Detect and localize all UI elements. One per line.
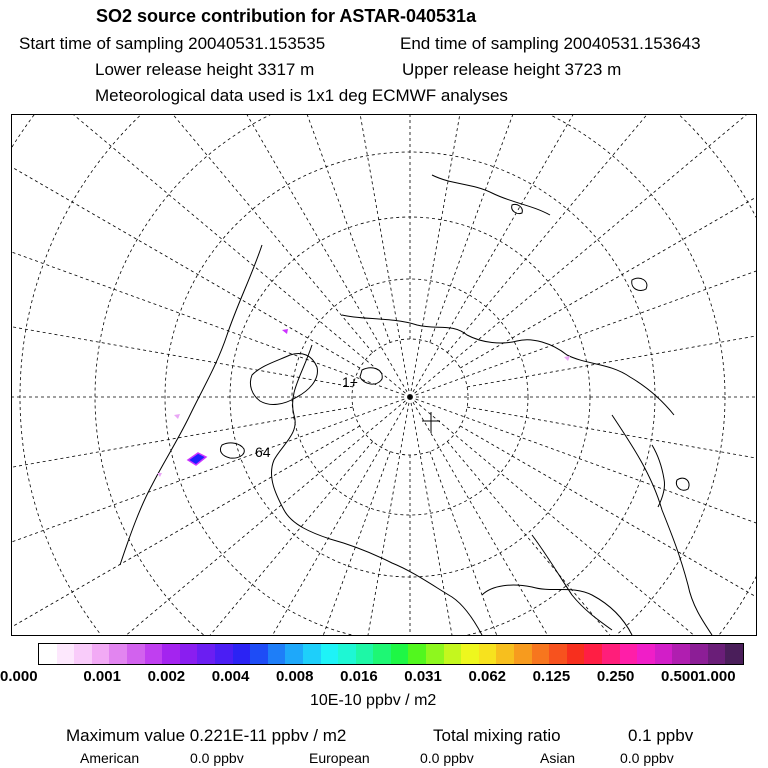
colorbar-cell xyxy=(74,644,92,664)
colorbar-cell xyxy=(356,644,374,664)
meridian-line xyxy=(12,426,360,636)
european-label: European xyxy=(309,750,370,766)
colorbar-cell xyxy=(39,644,57,664)
colorbar-cell xyxy=(461,644,479,664)
meridian-line xyxy=(12,115,360,368)
colorbar-cell xyxy=(479,644,497,664)
met-data-label: Meteorological data used is 1x1 deg ECMWF analyses xyxy=(95,86,508,105)
meridian-line xyxy=(447,115,757,353)
colorbar-cell xyxy=(233,644,251,664)
map-label-64: 64 xyxy=(255,444,271,460)
meridian-line xyxy=(447,441,757,636)
source-cross-icon xyxy=(422,412,440,433)
colorbar-cell xyxy=(109,644,127,664)
meridian-line xyxy=(12,397,410,636)
meridian-line xyxy=(288,397,410,636)
upper-height-label: Upper release height 3723 m xyxy=(402,60,622,79)
colorbar-cell xyxy=(444,644,462,664)
colorbar-tick-label: 0.016 xyxy=(340,668,378,685)
colorbar-cell xyxy=(303,644,321,664)
colorbar-cell xyxy=(215,644,233,664)
colorbar-tick-label: 0.125 xyxy=(532,668,571,685)
coast-south-asia xyxy=(482,585,632,635)
colorbar-tick-label: 0.004 xyxy=(211,668,250,685)
plume-spot-small-2 xyxy=(174,414,180,419)
colorbar-cell xyxy=(708,644,726,664)
max-value-label: Maximum value 0.221E-11 ppbv / m2 xyxy=(66,726,347,745)
colorbar-cell xyxy=(567,644,585,664)
meridian-line xyxy=(467,275,757,386)
colorbar-cell xyxy=(92,644,110,664)
colorbar-cell xyxy=(268,644,286,664)
colorbar-cell xyxy=(250,644,268,664)
plume-spot-small-3 xyxy=(564,356,570,361)
coast-islands-1 xyxy=(512,204,523,213)
map-labels xyxy=(255,374,358,460)
meridian-line xyxy=(410,397,757,636)
meridian-line xyxy=(12,158,410,397)
meridian-line xyxy=(467,407,757,518)
plume-spot-small-1 xyxy=(282,329,288,334)
colorbar-cell xyxy=(672,644,690,664)
colorbar-tick-label: 0.002 xyxy=(147,668,186,685)
map-panel xyxy=(11,114,757,636)
asian-value: 0.0 ppbv xyxy=(620,750,674,766)
colorbar-cell xyxy=(690,644,708,664)
colorbar-tick-label: 0.008 xyxy=(275,668,314,685)
plume-spot-main xyxy=(188,453,206,465)
colorbar-cell xyxy=(655,644,673,664)
colorbar xyxy=(38,643,744,665)
colorbar-cell xyxy=(584,644,602,664)
meridian-line xyxy=(460,426,757,636)
colorbar-cell xyxy=(496,644,514,664)
colorbar-cell xyxy=(373,644,391,664)
colorbar-cell xyxy=(180,644,198,664)
colorbar-cell xyxy=(145,644,163,664)
colorbar-cell xyxy=(532,644,550,664)
total-mixing-value: 0.1 ppbv xyxy=(628,726,694,745)
meridian-line xyxy=(410,397,757,636)
coast-east-asia xyxy=(612,415,712,635)
meridian-line xyxy=(12,441,373,636)
colorbar-cell xyxy=(514,644,532,664)
latitude-circle xyxy=(20,115,757,636)
coast-north-america xyxy=(120,245,262,565)
coast-svalbard xyxy=(360,368,382,384)
coast-iceland xyxy=(220,443,244,458)
colorbar-cell xyxy=(338,644,356,664)
colorbar-cell xyxy=(602,644,620,664)
start-time-label: Start time of sampling 20040531.153535 xyxy=(19,34,326,53)
colorbar-cell xyxy=(285,644,303,664)
end-time-label: End time of sampling 20040531.153643 xyxy=(400,34,701,53)
graticule xyxy=(12,115,757,636)
chart-title: SO2 source contribution for ASTAR-040531a xyxy=(96,6,477,26)
lower-height-label: Lower release height 3317 m xyxy=(95,60,315,79)
american-value: 0.0 ppbv xyxy=(190,750,244,766)
colorbar-cell xyxy=(197,644,215,664)
coast-alaska xyxy=(432,175,550,215)
colorbar-tick-label: 0.001 xyxy=(83,668,121,685)
polar-map xyxy=(12,115,757,636)
meridian-line xyxy=(430,452,650,636)
colorbar-cell xyxy=(321,644,339,664)
colorbar-cell xyxy=(620,644,638,664)
meridian-line xyxy=(410,397,757,636)
meridian-line xyxy=(410,115,532,397)
colorbar-tick-label: 1.000 xyxy=(698,668,736,685)
colorbar-tick-label: 0.062 xyxy=(468,668,507,685)
latitude-circle xyxy=(12,115,757,636)
colorbar-cell xyxy=(162,644,180,664)
american-label: American xyxy=(80,750,140,766)
colorbar-cell xyxy=(408,644,426,664)
map-label-1plus: 1+ xyxy=(342,374,358,390)
meridian-line xyxy=(171,452,391,636)
colorbar-units: 10E-10 ppbv / m2 xyxy=(310,692,437,709)
colorbar-cell xyxy=(391,644,409,664)
coast-islands-2 xyxy=(632,278,647,290)
meridian-line xyxy=(60,397,410,636)
meridian-line xyxy=(430,115,650,342)
asian-label: Asian xyxy=(540,750,576,766)
coast-africa xyxy=(532,535,612,630)
meridian-line xyxy=(171,115,391,342)
colorbar-cell xyxy=(637,644,655,664)
meridian-line xyxy=(12,397,410,636)
colorbar-cell xyxy=(57,644,75,664)
total-mixing-label: Total mixing ratio xyxy=(433,726,561,745)
meridian-line xyxy=(12,407,353,518)
meridian-line xyxy=(410,397,532,636)
colorbar-tick-label: 0.500 xyxy=(661,668,699,685)
colorbar-cell xyxy=(127,644,145,664)
colorbar-cell xyxy=(725,644,743,664)
colorbar-cell xyxy=(549,644,567,664)
colorbar-tick-label: 0.000 xyxy=(0,668,38,685)
plume xyxy=(157,329,570,477)
european-value: 0.0 ppbv xyxy=(420,750,474,766)
coast-islands-3 xyxy=(676,478,689,490)
colorbar-cell xyxy=(426,644,444,664)
meridian-line xyxy=(12,115,410,397)
meridian-line xyxy=(12,115,373,353)
coastlines xyxy=(120,175,712,635)
colorbar-tick-label: 0.031 xyxy=(404,668,442,685)
colorbar-tick-label: 0.250 xyxy=(596,668,635,685)
